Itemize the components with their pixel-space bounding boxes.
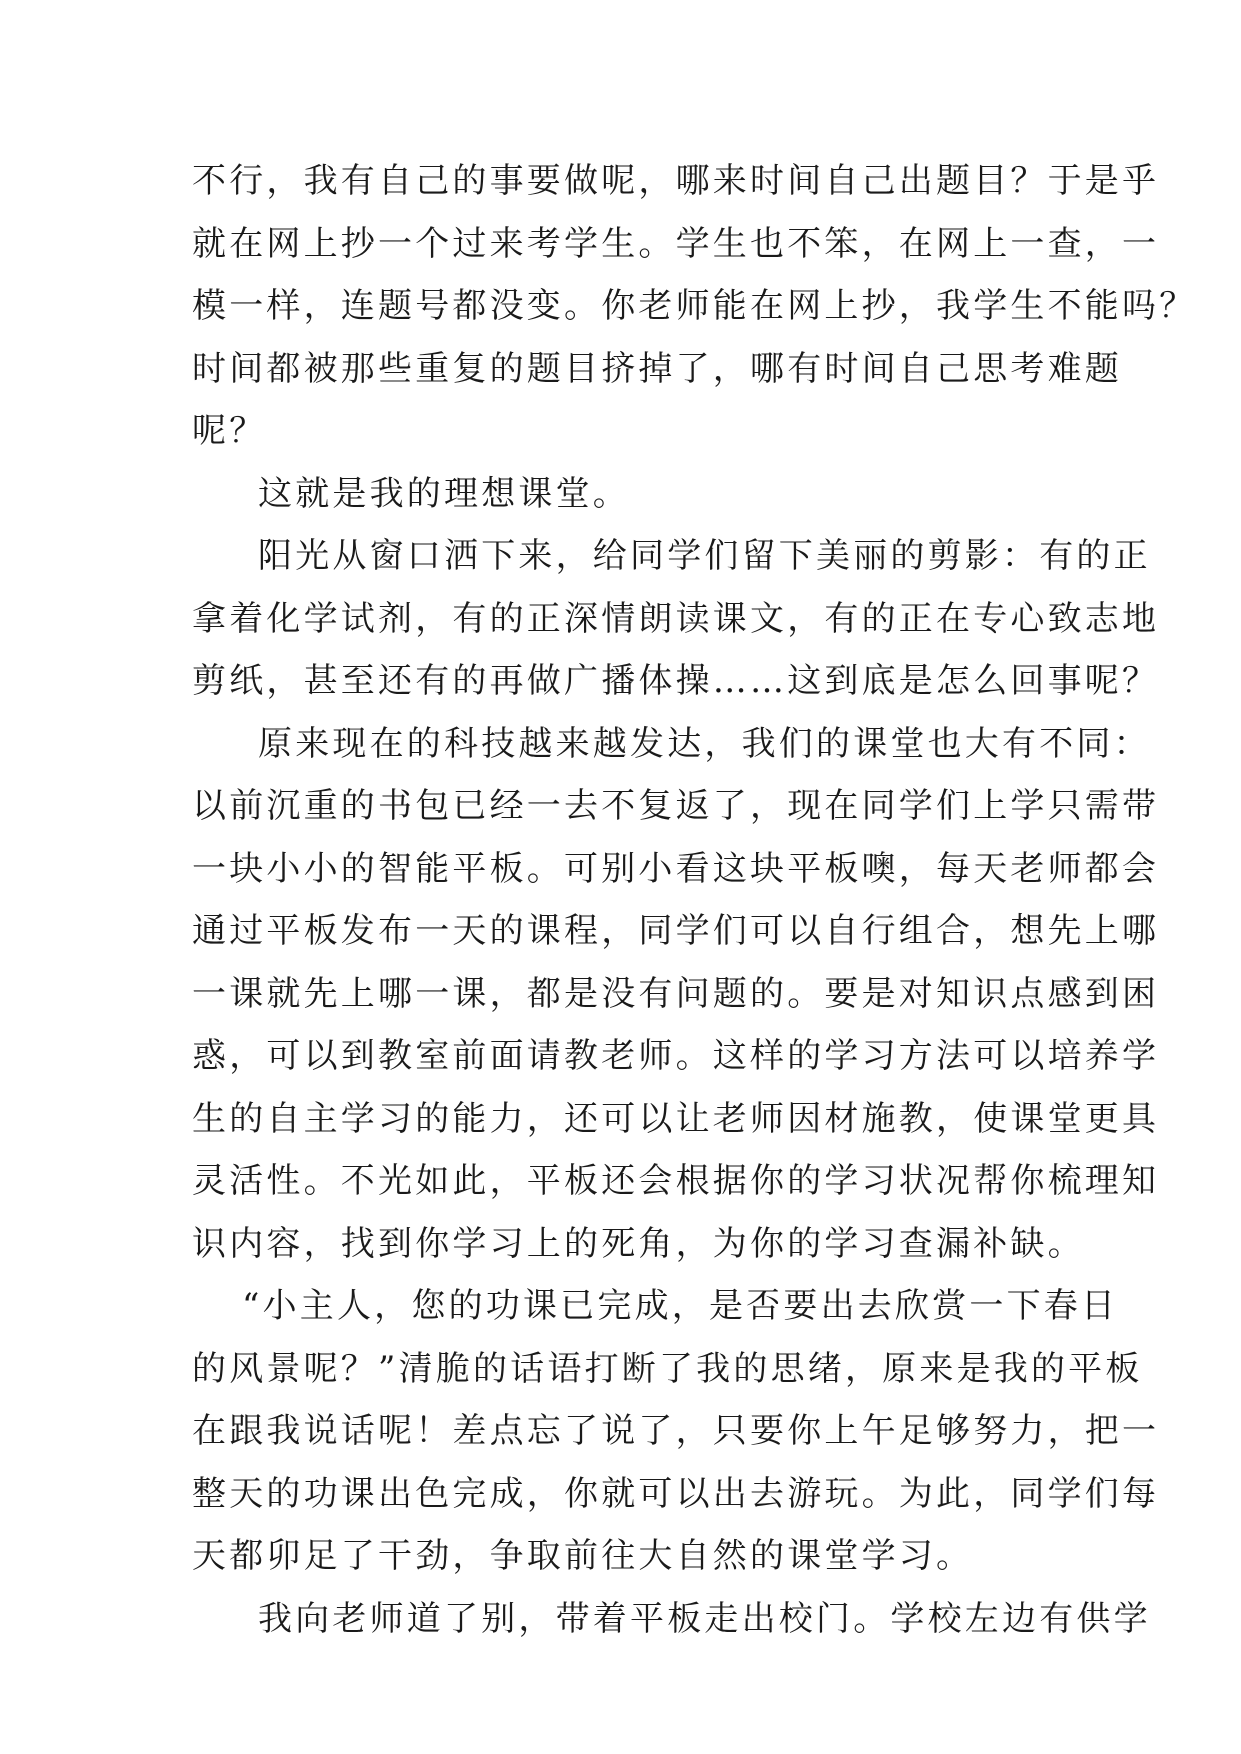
paragraph-start-line: 这就是我的理想课堂。 [258, 473, 630, 514]
text-line: 就在网上抄一个过来考学生。学生也不笨，在网上一查，一 [192, 223, 1160, 264]
text-line: 模一样，连题号都没变。你老师能在网上抄，我学生不能吗？ [192, 286, 1197, 326]
text-line: 的风景呢？”清脆的话语打断了我的思绪，原来是我的平板 [192, 1348, 1143, 1389]
text-line: 拿着化学试剂，有的正深情朗读课文，有的正在专心致志地 [192, 598, 1160, 639]
paragraph-start-line: 我向老师道了别，带着平板走出校门。学校左边有供学 [258, 1598, 1151, 1639]
text-line: 在跟我说话呢！差点忘了说了，只要你上午足够努力，把一 [192, 1411, 1160, 1451]
text-line: 识内容，找到你学习上的死角，为你的学习查漏补缺。 [192, 1223, 1085, 1264]
text-line: 一块小小的智能平板。可别小看这块平板噢，每天老师都会 [192, 848, 1160, 889]
paragraph-start-line: 原来现在的科技越来越发达，我们的课堂也大有不同： [258, 723, 1151, 764]
text-line: 时间都被那些重复的题目挤掉了，哪有时间自己思考难题 [192, 348, 1122, 389]
paragraph-start-line: 阳光从窗口洒下来，给同学们留下美丽的剪影：有的正 [258, 536, 1151, 576]
text-line: 灵活性。不光如此，平板还会根据你的学习状况帮你梳理知 [192, 1161, 1160, 1201]
text-line: 整天的功课出色完成，你就可以出去游玩。为此，同学们每 [192, 1473, 1160, 1514]
text-line: 以前沉重的书包已经一去不复返了，现在同学们上学只需带 [192, 786, 1160, 826]
text-line: 剪纸，甚至还有的再做广播体操……这到底是怎么回事呢？ [192, 661, 1160, 701]
paragraph-start-line: “小主人，您的功课已完成，是否要出去欣赏一下春日 [242, 1286, 1119, 1326]
text-line: 惑，可以到教室前面请教老师。这样的学习方法可以培养学 [192, 1036, 1160, 1076]
text-line: 一课就先上哪一课，都是没有问题的。要是对知识点感到困 [192, 973, 1160, 1014]
text-line: 呢？ [192, 411, 267, 451]
text-line: 天都卯足了干劲，争取前往大自然的课堂学习。 [192, 1536, 974, 1576]
text-line: 生的自主学习的能力，还可以让老师因材施教，使课堂更具 [192, 1098, 1160, 1139]
text-line: 不行，我有自己的事要做呢，哪来时间自己出题目？于是乎 [192, 161, 1160, 201]
text-line: 通过平板发布一天的课程，同学们可以自行组合，想先上哪 [192, 911, 1160, 951]
document-body [192, 150, 1197, 1650]
